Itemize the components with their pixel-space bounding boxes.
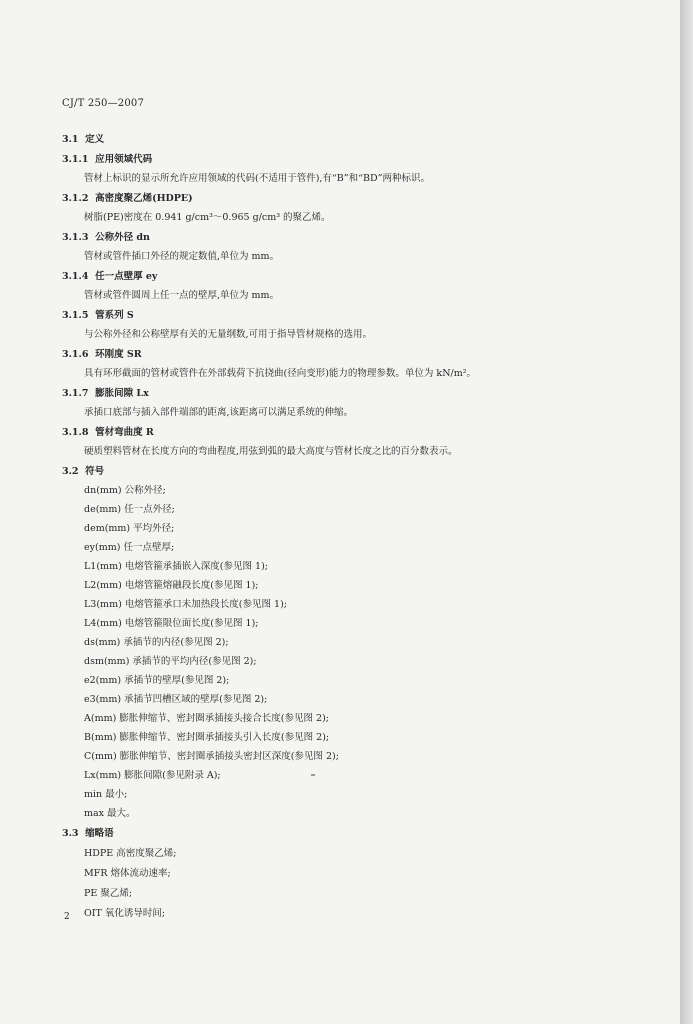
section-3-1-5: 3.1.5 管系列 S	[62, 310, 134, 321]
symbol-item: min 最小;	[84, 789, 128, 800]
section-3-1-1: 3.1.1 应用领域代码	[62, 154, 153, 165]
section-3-1-6-text: 具有环形截面的管材或管件在外部载荷下抗挠曲(径向变形)能力的物理参数。单位为 kN/m²。	[84, 368, 477, 379]
abbreviation-item: OIT 氧化诱导时间;	[84, 908, 166, 919]
symbol-item: dn(mm) 公称外径;	[84, 485, 166, 496]
section-3-1-7-text: 承插口底部与插入部件端部的距离,该距离可以满足系统的伸缩。	[84, 407, 354, 418]
symbol-item: max 最大。	[84, 808, 136, 819]
section-3-1-8: 3.1.8 管材弯曲度 R	[62, 427, 154, 438]
section-3-1-8-text: 硬质塑料管材在长度方向的弯曲程度,用弦到弧的最大高度与管材长度之比的百分数表示。	[84, 446, 458, 457]
section-3-2: 3.2 符号	[62, 466, 105, 477]
symbol-item: ds(mm) 承插节的内径(参见图 2);	[84, 637, 229, 648]
symbol-item: L1(mm) 电熔管箍承插嵌入深度(参见图 1);	[84, 561, 268, 572]
section-3-1-4-text: 管材或管件圆周上任一点的壁厚,单位为 mm。	[84, 290, 280, 301]
symbol-item: B(mm) 膨胀伸缩节、密封圈承插接头引入长度(参见图 2);	[84, 732, 330, 743]
section-3-1-2-text: 树脂(PE)密度在 0.941 g/cm³～0.965 g/cm³ 的聚乙烯。	[84, 212, 331, 223]
section-3-1: 3.1 定义	[62, 134, 105, 145]
abbreviation-item: MFR 熔体流动速率;	[84, 868, 171, 879]
section-3-1-5-text: 与公称外径和公称壁厚有关的无量纲数,可用于指导管材规格的选用。	[84, 329, 373, 340]
section-3-1-6: 3.1.6 环刚度 SR	[62, 349, 142, 360]
section-3-1-1-text: 管材上标识的显示所允许应用领域的代码(不适用于管件),有“B”和“BD”两种标识。	[84, 173, 430, 184]
symbol-item: A(mm) 膨胀伸缩节、密封圈承插接头接合长度(参见图 2);	[84, 713, 329, 724]
scan-speck	[311, 774, 315, 776]
section-3-1-7: 3.1.7 膨胀间隙 Lx	[62, 388, 149, 399]
section-3-1-4: 3.1.4 任一点壁厚 ey	[62, 271, 158, 282]
abbreviation-item: PE 聚乙烯;	[84, 888, 133, 899]
symbol-item: de(mm) 任一点外径;	[84, 504, 175, 515]
symbol-item: C(mm) 膨胀伸缩节、密封圈承插接头密封区深度(参见图 2);	[84, 751, 339, 762]
symbol-item: dem(mm) 平均外径;	[84, 523, 175, 534]
symbol-item: L3(mm) 电熔管箍承口未加热段长度(参见图 1);	[84, 599, 287, 610]
symbol-item: L2(mm) 电熔管箍熔融段长度(参见图 1);	[84, 580, 259, 591]
symbol-item: e2(mm) 承插节的壁厚(参见图 2);	[84, 675, 230, 686]
abbreviation-item: HDPE 高密度聚乙烯;	[84, 848, 177, 859]
section-3-1-2: 3.1.2 高密度聚乙烯(HDPE)	[62, 193, 193, 204]
page-number: 2	[64, 912, 70, 922]
section-3-1-3: 3.1.3 公称外径 dn	[62, 232, 150, 243]
standard-number: CJ/T 250—2007	[62, 98, 145, 109]
symbol-item: L4(mm) 电熔管箍限位面长度(参见图 1);	[84, 618, 259, 629]
section-3-3: 3.3 缩略语	[62, 828, 114, 839]
section-3-1-3-text: 管材或管件插口外径的规定数值,单位为 mm。	[84, 251, 280, 262]
page-edge-shadow	[680, 0, 693, 1024]
symbol-item: dsm(mm) 承插节的平均内径(参见图 2);	[84, 656, 257, 667]
symbol-item: Lx(mm) 膨胀间隙(参见附录 A);	[84, 770, 221, 781]
symbol-item: e3(mm) 承插节凹槽区域的壁厚(参见图 2);	[84, 694, 268, 705]
symbol-item: ey(mm) 任一点壁厚;	[84, 542, 175, 553]
